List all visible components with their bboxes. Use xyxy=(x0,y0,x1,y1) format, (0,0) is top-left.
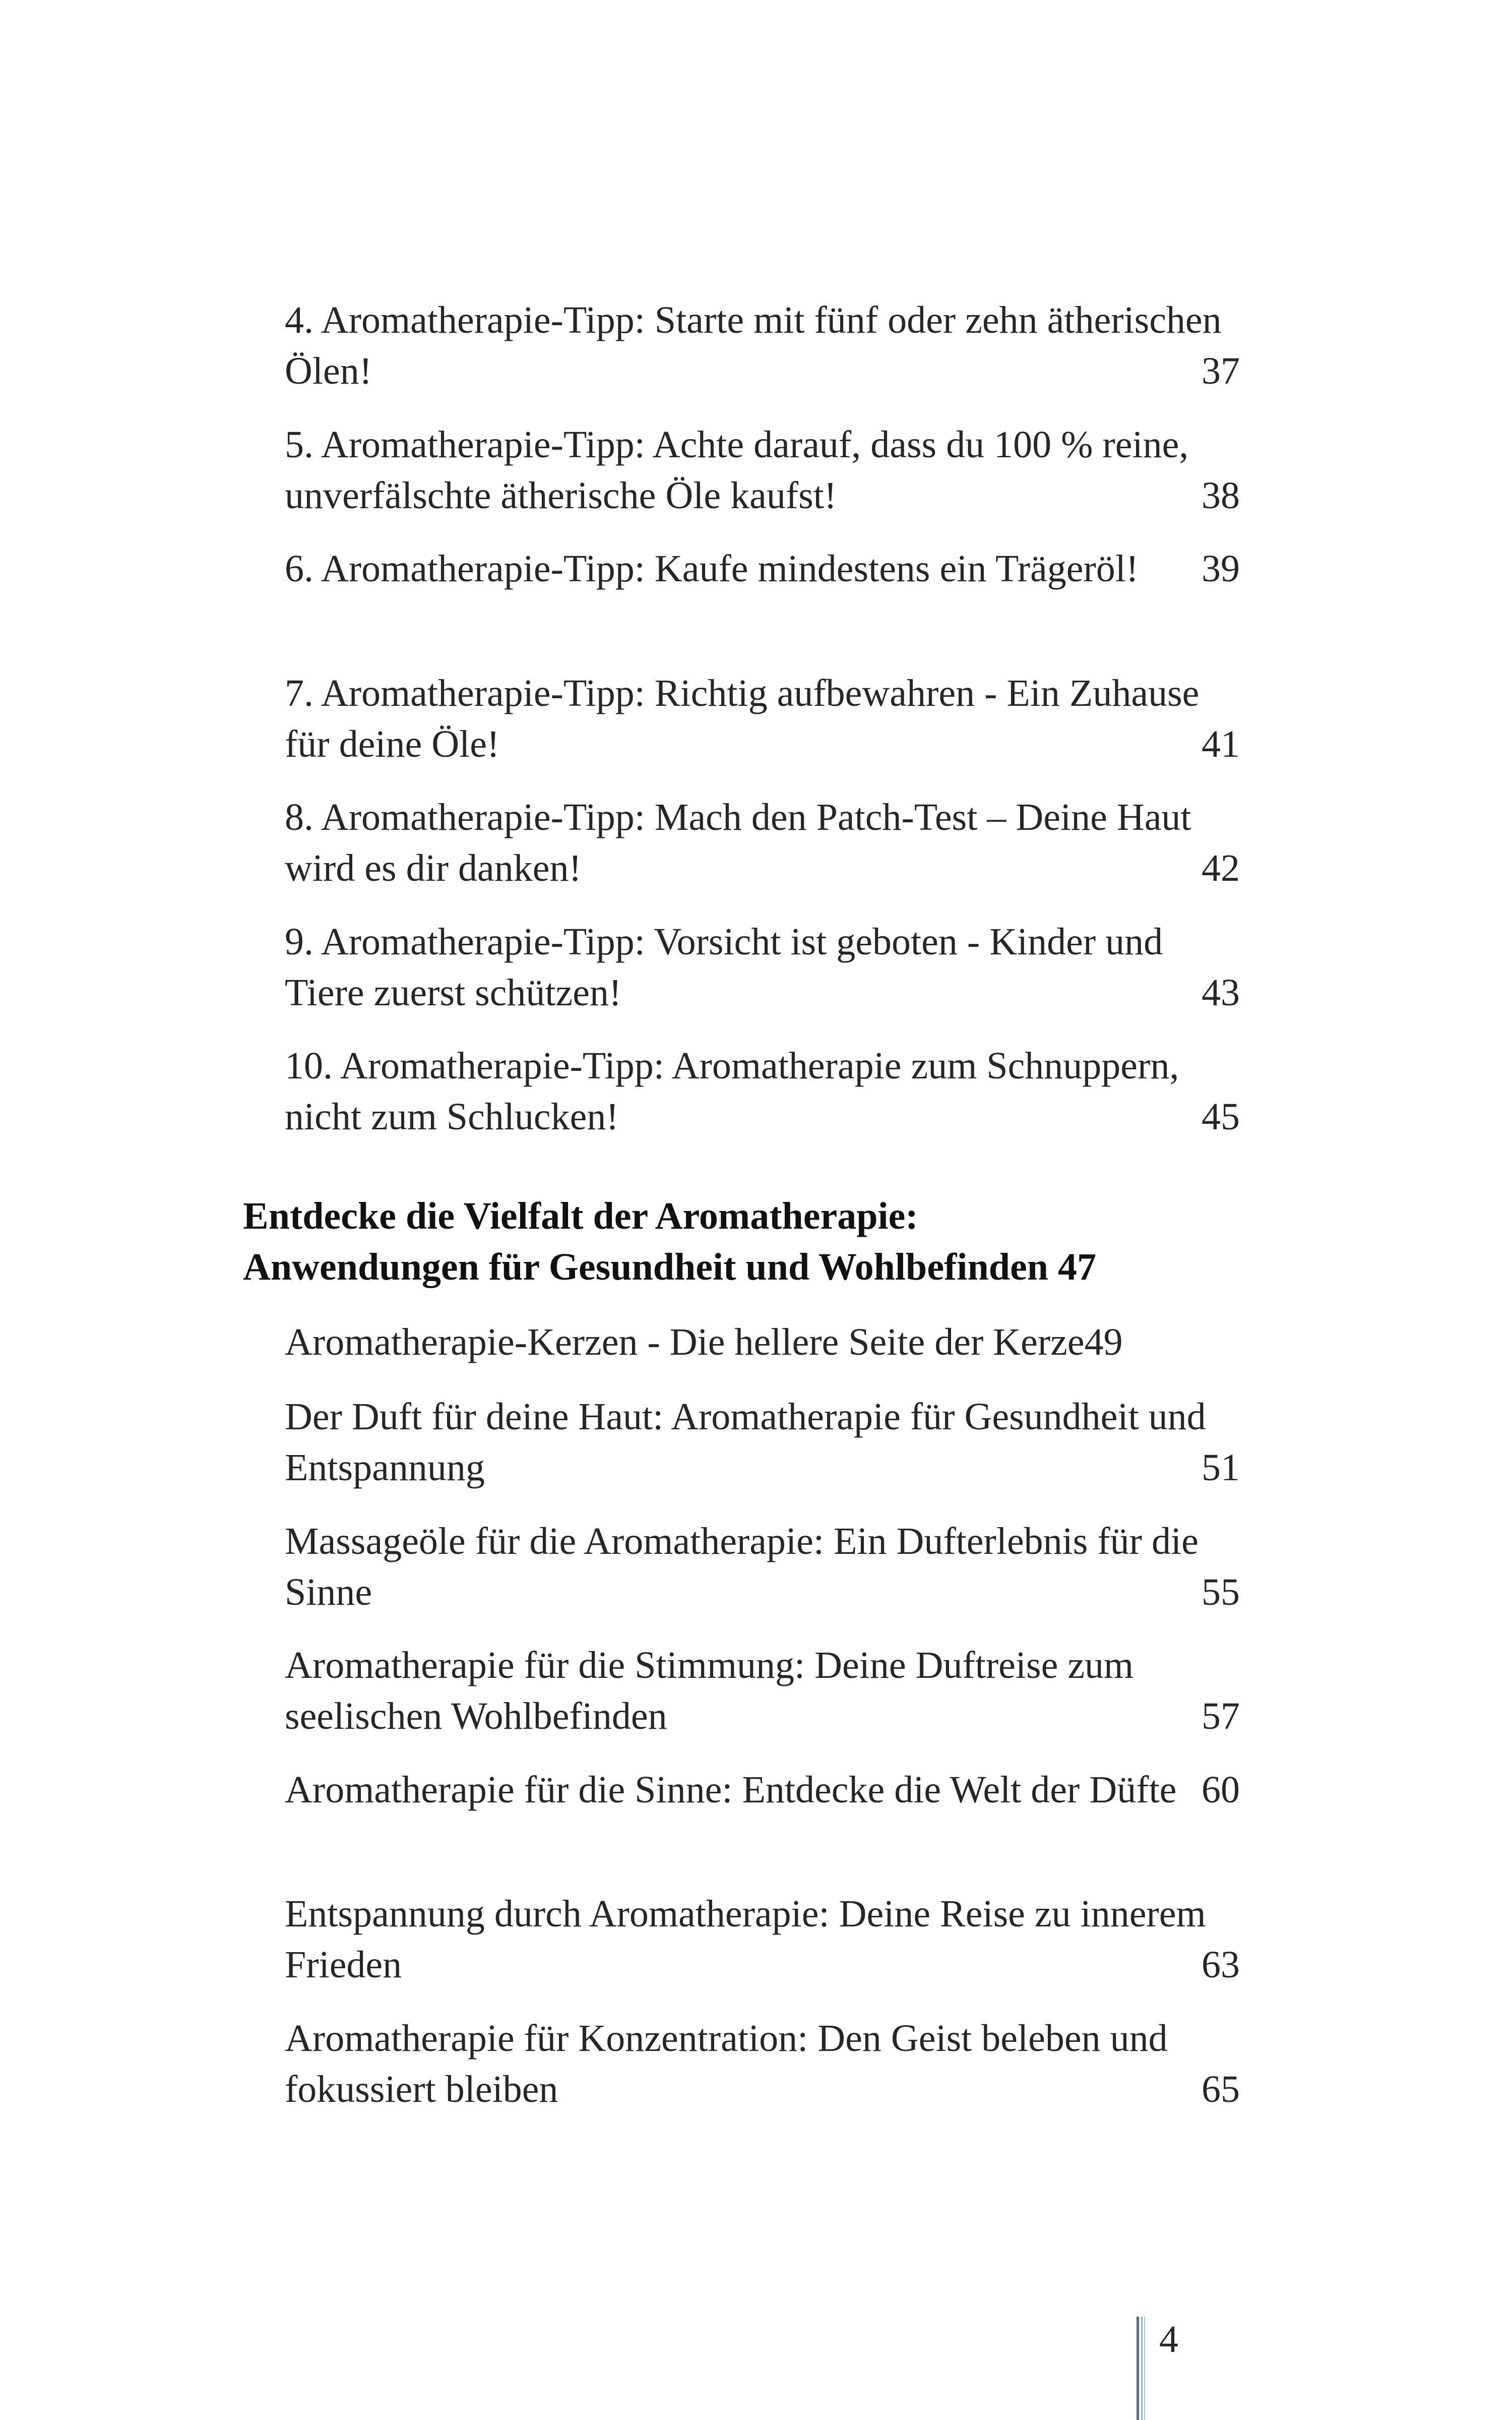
toc-entry-page: 39 xyxy=(1202,548,1240,590)
page-number: 4 xyxy=(1159,2318,1178,2361)
toc-entry-tip-9[interactable] xyxy=(285,917,1240,1018)
toc-entry-page: 41 xyxy=(1202,723,1240,765)
toc-entry-page: 43 xyxy=(1202,972,1240,1014)
section-title-line-2 xyxy=(243,1242,1240,1293)
page-footer-rule xyxy=(1137,2317,1146,2420)
toc-entry-page: 45 xyxy=(1202,1096,1240,1138)
section-title-line-1: Entdecke die Vielfalt der Aromatherapie: xyxy=(243,1195,918,1237)
toc-subentry-sinne[interactable] xyxy=(285,1765,1240,1816)
toc-subentry-title: Aromatherapie für die Sinne: Entdecke die Welt der Düfte xyxy=(285,1769,1177,1811)
toc-entry-title: 4. Aromatherapie-Tipp: Starte mit fünf oder zehn ätherischen Ölen! xyxy=(285,299,1222,392)
toc-entry-tip-5[interactable] xyxy=(285,419,1240,521)
toc-subentry-konzentration[interactable] xyxy=(285,2013,1240,2115)
toc-entry-page: 37 xyxy=(1202,350,1240,392)
toc-entry-title: 9. Aromatherapie-Tipp: Vorsicht ist geboten - Kinder und Tiere zuerst schützen! xyxy=(285,921,1163,1014)
toc-subentry-title: Entspannung durch Aromatherapie: Deine Reise zu innerem Frieden xyxy=(285,1893,1206,1986)
toc-subentry-page: 63 xyxy=(1202,1944,1240,1986)
toc-entry-title: 6. Aromatherapie-Tipp: Kaufe mindestens ein Trägeröl! xyxy=(285,548,1139,590)
toc-subentry-haut[interactable] xyxy=(285,1392,1240,1493)
toc-subentry-title: Aromatherapie für die Stimmung: Deine Duftreise zum seelischen Wohlbefinden xyxy=(285,1644,1134,1737)
toc-entry-tip-4[interactable] xyxy=(285,295,1240,397)
toc-subentry-page: 60 xyxy=(1202,1769,1240,1811)
footer-rule-light xyxy=(1144,2317,1145,2420)
toc-entry-title: 5. Aromatherapie-Tipp: Achte darauf, dass du 100 % reine, unverfälschte ätherische Öle kaufst! xyxy=(285,424,1189,517)
toc-entry-tip-7[interactable] xyxy=(285,668,1240,770)
toc-subentry-title: Aromatherapie für Konzentration: Den Geist beleben und fokussiert bleiben xyxy=(285,2017,1168,2110)
toc-section-heading[interactable] xyxy=(243,1191,1240,1293)
toc-subentry-massageoele[interactable] xyxy=(285,1516,1240,1618)
toc-subentry-kerzen[interactable] xyxy=(285,1317,1240,1368)
footer-rule-dark xyxy=(1137,2317,1139,2420)
toc-subentry-title: Massageöle für die Aromatherapie: Ein Dufterlebnis für die Sinne xyxy=(285,1520,1199,1613)
toc-subentry-page: 51 xyxy=(1202,1446,1240,1489)
toc-entry-tip-8[interactable] xyxy=(285,792,1240,894)
toc-entry-page: 42 xyxy=(1202,847,1240,889)
toc-subentry-entspannung[interactable] xyxy=(285,1889,1240,1990)
toc-subentry-title-text: Aromatherapie-Kerzen - Die hellere Seite der Kerze xyxy=(285,1321,1085,1363)
toc-subentry-title: Der Duft für deine Haut: Aromatherapie für Gesundheit und Entspannung xyxy=(285,1396,1206,1489)
toc-entry-tip-6[interactable] xyxy=(285,543,1240,594)
footer-rule-mid xyxy=(1141,2317,1143,2420)
toc-entry-title: 10. Aromatherapie-Tipp: Aromatherapie zum Schnuppern, nicht zum Schlucken! xyxy=(285,1045,1179,1138)
toc-subentry-page: 49 xyxy=(1084,1321,1123,1363)
toc-subentry-page: 57 xyxy=(1202,1695,1240,1737)
section-page: 47 xyxy=(1058,1246,1097,1288)
toc-subentry-page: 55 xyxy=(1202,1571,1240,1613)
section-title-line-2-text: Anwendungen für Gesundheit und Wohlbefinden xyxy=(243,1246,1049,1288)
toc-entry-title: 8. Aromatherapie-Tipp: Mach den Patch-Test – Deine Haut wird es dir danken! xyxy=(285,796,1191,889)
toc-entry-title: 7. Aromatherapie-Tipp: Richtig aufbewahren - Ein Zuhause für deine Öle! xyxy=(285,672,1200,765)
toc-entry-tip-10[interactable] xyxy=(285,1041,1240,1142)
toc-subentry-title xyxy=(285,1317,1240,1368)
toc-subentry-page: 65 xyxy=(1202,2068,1240,2110)
toc-entry-page: 38 xyxy=(1202,474,1240,517)
toc-subentry-stimmung[interactable] xyxy=(285,1640,1240,1742)
